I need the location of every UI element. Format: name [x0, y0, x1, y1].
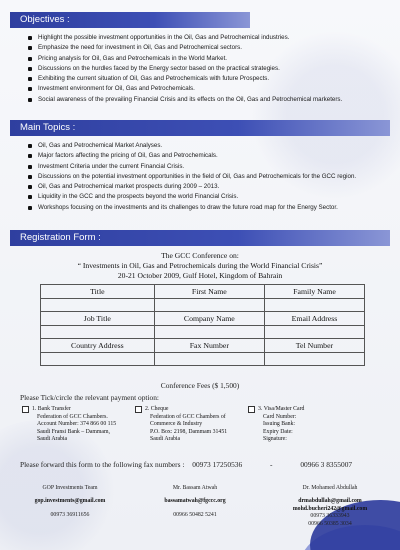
- option-line: Federation of GCC Chambers.: [37, 413, 108, 420]
- checkbox[interactable]: [22, 406, 29, 413]
- list-item: Exhibiting the current situation of Oil, Gas and Petrochemicals with future Prospects.: [28, 74, 342, 84]
- header-cell: Family Name: [264, 285, 364, 299]
- header-cell: Country Address: [41, 339, 155, 353]
- header-cell: Title: [41, 285, 155, 299]
- main-topics-list: [28, 141, 356, 213]
- option-line: Expiry Date:: [263, 428, 293, 435]
- input-cell[interactable]: [154, 298, 264, 312]
- fax-separator: -: [270, 460, 273, 469]
- registration-title: Registration Form :: [20, 232, 101, 243]
- option-title: 3. Visa/Master Card: [258, 406, 305, 412]
- option-line: Issuing Bank:: [263, 421, 296, 428]
- header-cell: Tel Number: [264, 339, 364, 353]
- registration-header: [10, 230, 390, 246]
- option-title: 1. Bank Transfer: [32, 406, 71, 412]
- input-cell[interactable]: [41, 352, 155, 366]
- list-item: Pricing analysis for Oil, Gas and Petrochemicals in the World Market.: [28, 54, 342, 64]
- payment-option-card[interactable]: [248, 406, 304, 444]
- table-row[interactable]: [41, 352, 365, 366]
- conference-line-3: 20-21 October 2009, Gulf Hotel, Kingdom of Bahrain: [117, 271, 283, 280]
- input-cell[interactable]: [154, 352, 264, 366]
- conference-heading: [20, 251, 380, 281]
- list-item: Emphasize the need for investment in Oil, Gas and Petrochemical sectors.: [28, 43, 342, 53]
- registration-table: [40, 284, 365, 366]
- contact-phone: 00973 36911656: [50, 511, 90, 518]
- option-line: Commerce & Industry: [150, 421, 203, 428]
- option-line: Saudi Arabia: [37, 436, 68, 443]
- option-line: Account Number: 374 866 00 115: [37, 421, 117, 428]
- list-item: Investment Criteria under the current Financial Crisis.: [28, 162, 356, 172]
- contact-email[interactable]: gop.investments@gmail.com: [34, 498, 106, 505]
- list-item: Liquidity in the GCC and the prospects beyond the world Financial Crisis.: [28, 192, 356, 202]
- contact-email[interactable]: drmabdullah@gmail.com: [298, 498, 362, 505]
- list-item: Social awareness of the prevailing Financial Crisis and its effects on the Oil, Gas and Petrochemical marketers.: [28, 95, 342, 105]
- fax-number-saudi: 00966 3 8355007: [300, 460, 353, 469]
- list-item: Oil, Gas and Petrochemical Market Analyses.: [28, 141, 356, 151]
- objectives-list: [28, 33, 342, 105]
- checkbox[interactable]: [248, 406, 255, 413]
- option-line: Federation of GCC Chambers of: [150, 413, 226, 420]
- list-item: Investment environment for Oil, Gas and Petrochemicals.: [28, 84, 342, 94]
- option-line: Saudi Fransi Bank – Dammam,: [37, 428, 110, 435]
- input-cell[interactable]: [264, 352, 364, 366]
- contact-bassam: [140, 485, 250, 519]
- objectives-header: [10, 12, 250, 28]
- option-line: Card Number:: [263, 413, 297, 420]
- checkbox[interactable]: [135, 406, 142, 413]
- contact-email-alt[interactable]: mohd.bucheri242@gmail.com: [292, 505, 368, 512]
- table-row[interactable]: [41, 325, 365, 339]
- header-cell: First Name: [154, 285, 264, 299]
- contact-phone: 00966 50482 5241: [173, 511, 217, 518]
- input-cell[interactable]: [154, 325, 264, 339]
- contact-name: Dr. Mohamed Abdullah: [302, 485, 358, 491]
- contact-name: Mr. Bassam Atwah: [172, 485, 218, 491]
- conference-line-1: The GCC Conference on:: [161, 251, 239, 260]
- option-line: Saudi Arabia: [150, 436, 181, 443]
- contact-phone: 00973 36333943: [310, 513, 350, 520]
- main-topics-title: Main Topics :: [20, 122, 76, 133]
- conference-fees: Conference Fees ($ 1,500): [160, 381, 240, 390]
- table-row: [41, 339, 365, 353]
- list-item: Discussions on the hurdles faced by the Energy sector based on the practical strategies.: [28, 64, 342, 74]
- payment-option-bank-transfer[interactable]: [22, 406, 116, 444]
- payment-prompt: Please Tick/circle the relevant payment option:: [20, 393, 159, 402]
- main-topics-header: [10, 120, 390, 136]
- conference-line-2: “ Investments in Oil, Gas and Petrochemicals during the World Financial Crisis”: [77, 261, 323, 270]
- contact-gop: [15, 485, 125, 519]
- header-cell: Company Name: [154, 312, 264, 326]
- fax-instructions: [20, 460, 352, 469]
- contact-email[interactable]: bassamatwah@fgccc.org: [164, 498, 226, 505]
- option-line: Signature:: [263, 436, 287, 443]
- input-cell[interactable]: [41, 298, 155, 312]
- header-cell: Fax Number: [154, 339, 264, 353]
- option-title: 2. Cheque: [145, 406, 169, 412]
- header-cell: Email Address: [264, 312, 364, 326]
- input-cell[interactable]: [41, 325, 155, 339]
- table-row: [41, 285, 365, 299]
- header-cell: Job Title: [41, 312, 155, 326]
- fax-number-bahrain: 00973 17250536: [192, 460, 243, 469]
- contact-mohamed: [270, 485, 390, 528]
- list-item: Workshops focusing on the investments and its challenges to draw the future road map for the Energy Sector.: [28, 203, 356, 213]
- input-cell[interactable]: [264, 325, 364, 339]
- payment-option-cheque[interactable]: [135, 406, 227, 444]
- objectives-title: Objectives :: [20, 14, 70, 25]
- input-cell[interactable]: [264, 298, 364, 312]
- contact-name: GOP Investments Team: [42, 485, 98, 491]
- table-row: [41, 312, 365, 326]
- option-line: P.O. Box: 2198, Dammam 31451: [150, 428, 228, 435]
- contact-phone-alt: 00966 50385 3034: [308, 520, 352, 527]
- list-item: Highlight the possible investment opportunities in the Oil, Gas and Petrochemical industries.: [28, 33, 342, 43]
- list-item: Major factors affecting the pricing of Oil, Gas and Petrochemicals.: [28, 151, 356, 161]
- table-row[interactable]: [41, 298, 365, 312]
- list-item: Discussions on the potential investment opportunities in the field of Oil, Gas and Petrochemicals for the GCC region.: [28, 172, 356, 182]
- fax-prompt: Please forward this form to the following fax numbers :: [20, 460, 185, 469]
- list-item: Oil, Gas and Petrochemical market prospects during 2009 – 2013.: [28, 182, 356, 192]
